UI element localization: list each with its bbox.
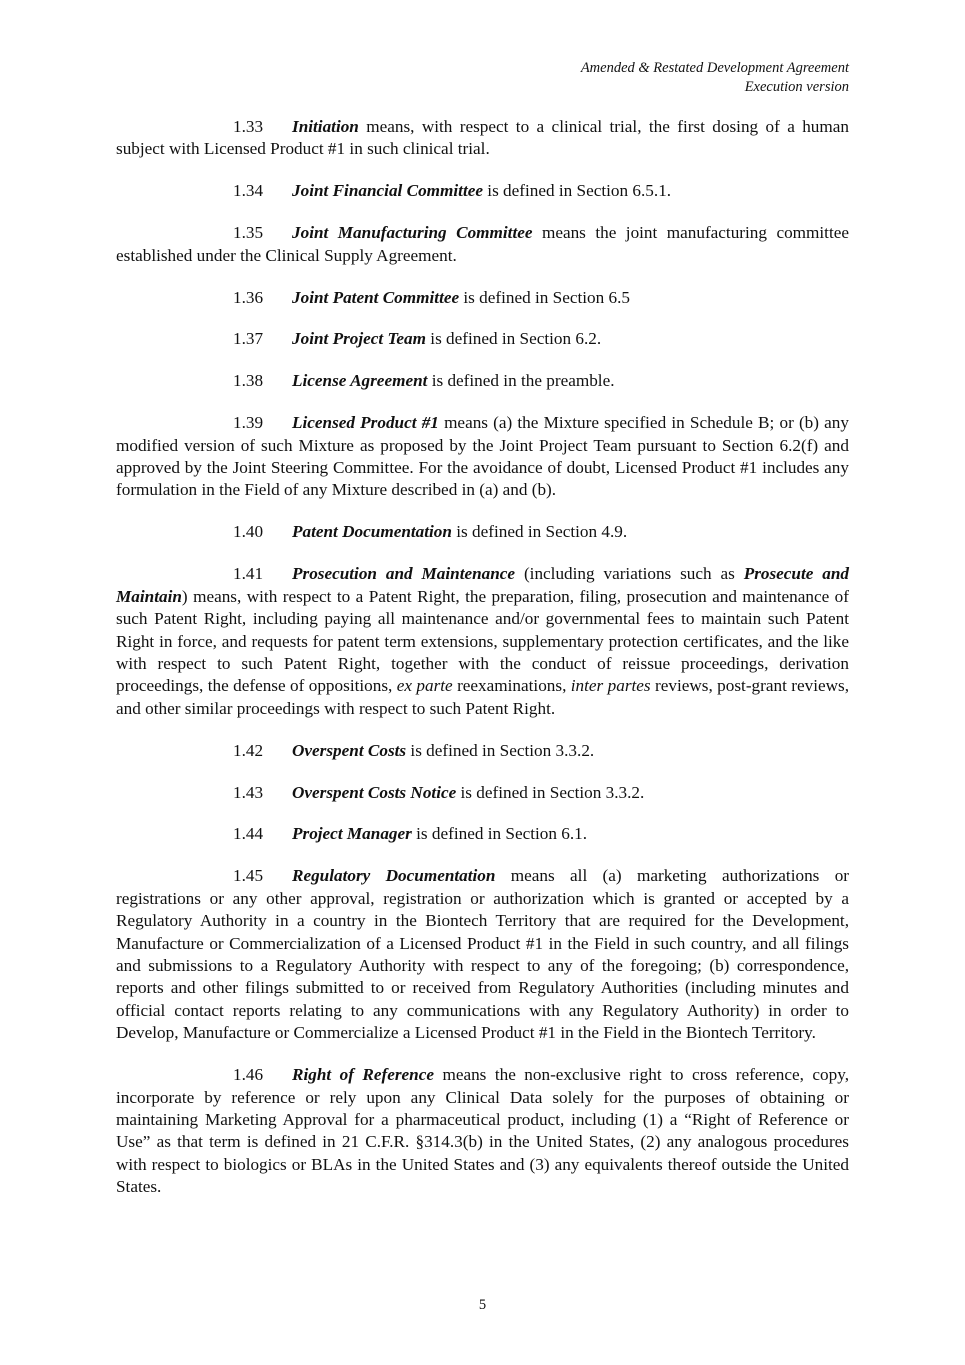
definition-text: means the non-exclusive right to cross reference, copy, incorporate by reference or rely upon any Clinical Data solely for the purposes of obtaining or maintaining Marketing Approval for a pharmaceutical product, including (1) a “Right of Reference or Use” as that term is defined in 21 C.F.R. §314.3(b) in the United States, (2) any analogous procedures with respect to biologics or BLAs in the United States and (3) any equivalents thereof outside the United States. <box>116 1065 849 1197</box>
defined-term: Patent Documentation <box>292 522 452 542</box>
section-number: 1.43 <box>233 782 264 802</box>
italic-phrase: inter partes <box>570 676 651 696</box>
defined-term: Project Manager <box>292 824 412 844</box>
definition-text: is defined in Section 6.2. <box>426 329 602 349</box>
section-number: 1.40 <box>233 522 264 542</box>
definition-text: is defined in Section 3.3.2. <box>456 782 645 802</box>
definition-1-35 <box>116 222 849 267</box>
definition-text: reviews, post-grant reviews, and other similar proceedings with respect to such Patent Right. <box>116 676 850 718</box>
definition-1-34 <box>116 180 849 202</box>
definition-1-46 <box>116 1064 849 1198</box>
definition-text: means the joint manufacturing committee established under the Clinical Supply Agreement. <box>116 223 849 265</box>
definition-text: is defined in Section 6.5.1. <box>483 181 672 201</box>
section-number: 1.42 <box>233 740 264 760</box>
defined-term: Joint Project Team <box>292 329 426 349</box>
section-number: 1.39 <box>233 413 264 433</box>
definition-text: ) means, with respect to a Patent Right, the preparation, filing, prosecution and maintenance of such Patent Right, including paying all maintenance and/or governmental fees to maintain such Patent Right in force, and requests for patent term extensions, supplementary protection certificates, and the like with respect to such Patent Right, together with the conduct of reissue proceedings, derivation proceedings, the defense of oppositions, <box>116 586 849 696</box>
defined-term: Joint Patent Committee <box>292 287 460 307</box>
section-number: 1.34 <box>233 181 264 201</box>
definition-1-43 <box>116 782 849 804</box>
definition-1-41 <box>116 563 849 720</box>
definition-text: is defined in Section 4.9. <box>451 522 628 542</box>
definition-1-45 <box>116 865 849 1044</box>
definitions-list <box>116 116 849 1218</box>
definition-1-37 <box>116 328 849 350</box>
defined-term: Overspent Costs Notice <box>292 782 457 802</box>
definition-1-40 <box>116 521 849 543</box>
definition-text: reexaminations, <box>452 676 571 696</box>
defined-term: Initiation <box>292 117 359 136</box>
section-number: 1.35 <box>233 223 264 243</box>
header-version: Execution version <box>744 79 849 95</box>
defined-term: Prosecution and Maintenance <box>292 564 516 584</box>
defined-term: Joint Manufacturing Committee <box>292 223 533 243</box>
definition-1-33 <box>116 116 849 161</box>
italic-phrase: ex parte <box>396 676 453 696</box>
definition-1-42 <box>116 740 849 762</box>
definition-1-44 <box>116 823 849 845</box>
section-number: 1.33 <box>233 117 264 136</box>
definition-text: is defined in Section 6.5 <box>459 287 631 307</box>
section-number: 1.44 <box>233 824 264 844</box>
definition-text: (including variations such as <box>515 564 744 584</box>
section-number: 1.37 <box>233 329 264 349</box>
header-title: Amended & Restated Development Agreement <box>580 60 849 76</box>
definition-1-38 <box>116 370 849 392</box>
defined-term: Regulatory Documentation <box>292 866 496 886</box>
section-number: 1.45 <box>233 866 264 886</box>
definition-1-39 <box>116 412 849 502</box>
running-header <box>581 59 849 97</box>
defined-term: Licensed Product #1 <box>292 413 439 433</box>
section-number: 1.38 <box>233 371 264 391</box>
defined-term: Right of Reference <box>292 1065 434 1085</box>
defined-term-variant: Prosecute and Maintain <box>116 564 850 606</box>
definition-text: means (a) the Mixture specified in Schedule B; or (b) any modified version of such Mixture as proposed by the Joint Project Team pursuant to Section 6.2(f) and approved by the Joint Steering Committee. For the avoidance of doubt, Licensed Product #1 includes any formulation in the Field of any Mixture described in (a) and (b). <box>116 413 849 500</box>
definition-1-36 <box>116 287 849 309</box>
definition-text: is defined in Section 6.1. <box>411 824 588 844</box>
page-number: 5 <box>478 1297 487 1313</box>
section-number: 1.46 <box>233 1065 264 1085</box>
definition-text: means all (a) marketing authorizations or registrations or any other approval, registration or authorization which is granted or accepted by a Regulatory Authority in a country in the Biontech Territory that are required for the Development, Manufacture or Commercialization of a Licensed Product #1 in the Field in such country, and all filings and submissions to a Regulatory Authority with respect to any of the foregoing; (b) correspondence, reports and other filings submitted to or received from Regulatory Authorities (including minutes and official contact reports relating to any communications with any Regulatory Authority) in order to Develop, Manufacture or Commercialize a Licensed Product #1 in the Field in the Biontech Territory. <box>116 866 850 1043</box>
defined-term: Joint Financial Committee <box>292 181 483 201</box>
section-number: 1.36 <box>233 287 264 307</box>
definition-text: is defined in the preamble. <box>427 371 615 391</box>
defined-term: License Agreement <box>292 371 428 391</box>
section-number: 1.41 <box>233 564 264 584</box>
definition-text: means, with respect to a clinical trial, the first dosing of a human subject with Licensed Product #1 in such clinical trial. <box>116 117 849 159</box>
definition-text: is defined in Section 3.3.2. <box>406 740 595 760</box>
defined-term: Overspent Costs <box>292 740 407 760</box>
